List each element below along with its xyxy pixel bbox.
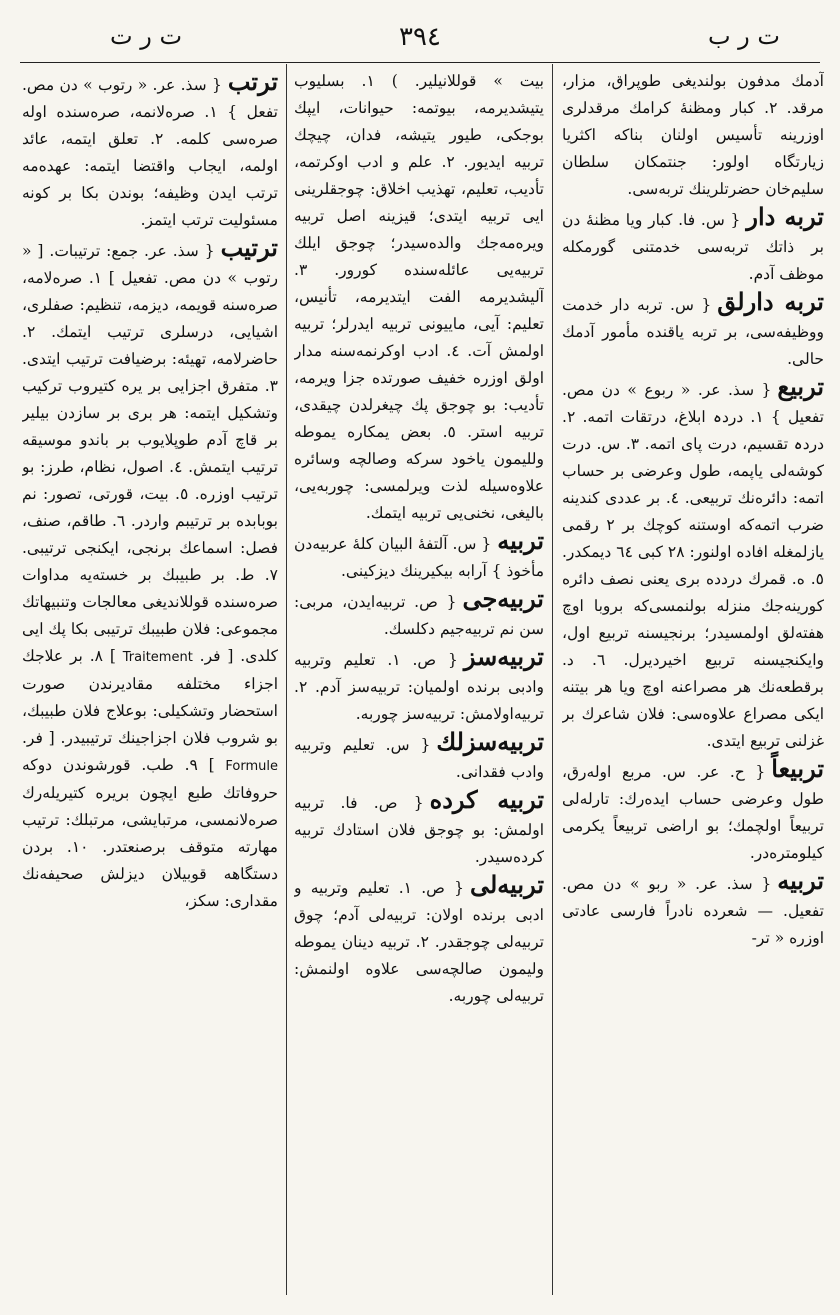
headword: تربیه — [777, 866, 824, 895]
header-letters-right: ت ر ب — [707, 22, 780, 50]
entry-definition-continued: ] ٩. طب. قورشوندن دوكه حروفاتك طبع ایچون بریره كتیریله‌رك صره‌لانمسی، مرتبایشی، مرتبلك: ترتیب مهارته متوقف برصنعتدر. ١٠. بردن دستگاهه قوبیلان دیزلش صحیفه‌نك مقداری: سكز، — [22, 756, 278, 910]
headword: ترتب — [227, 68, 278, 96]
dictionary-entry — [562, 288, 824, 373]
headword: تربیه — [497, 526, 544, 555]
dictionary-entry — [22, 68, 278, 234]
entry-definition-continued: ] ٨. بر علاجك اجزاء مختلفه مقادیرندن صورت استحضار وتشكیلی: بوعلاج فلان طبیبك، بو شروب فلان اجزاجینك ترتیبیدر. [ فر. — [22, 647, 278, 747]
headword: تربیه‌سزلك — [436, 727, 544, 756]
column-left — [22, 68, 278, 1298]
dictionary-entry — [562, 867, 824, 952]
entry-definition: { ص. فا. تربیه اولمش: بو چوجق فلان استادك تربیه كرده‌سیدر. — [294, 794, 544, 866]
dictionary-entry — [294, 643, 544, 728]
dictionary-entry — [562, 373, 824, 755]
entry-definition: { س. تربه دار خدمت ووظیفه‌سی، بر تربه یاقنده مأمور آدمك حالی. — [562, 296, 824, 368]
entry-definition: { س. فا. كبار ویا مظنهٔ دن بر ذاتك تربه‌سی خدمتنی گورمكله موظف آدم. — [562, 211, 824, 283]
column-divider-right — [552, 64, 553, 1295]
page-number: ٣٩٤ — [399, 22, 441, 52]
headword: تربیه‌لی — [469, 870, 544, 899]
dictionary-entry — [562, 203, 824, 288]
headword: تربیعاً — [771, 754, 824, 783]
column-middle — [294, 68, 544, 1298]
dictionary-entry — [294, 786, 544, 871]
entry-definition: { سذ. عر. جمع: ترتیبات. [ « رتوب » دن مص. تفعیل ] ١. صره‌لامه، صره‌سنه قویمه، دیزمه، تنظیم: صفلری، اشیایی، درسلری ترتیب ایتمك. ٢. حاضرلامه، تهیئه: برضیافت ترتیب ایتدی. ٣. متفرق اجزایی بر یره كتیروب تركیب وتشكیل ایتمه: هر بری بر سازدن بیلیر بر قاچ آدم طوپلایوب بر باندو موسیقه ترتیب ایتمش. ٤. اصول، نظام، طرز: بو ترتیب اوزره. ٥. بیت، قورتی، تصور: نم بوبابده بر ترتیبم واردر. ٦. طاقم، صنف، فصل: اسماعك برنجی، ایكنجی ترتیبی. ٧. ط. بر طبیبك بر خسته‌یه مداوات صره‌سنده قوللاندیغی معالجات وتنبیهاتك مجموعی: فلان طبیبك ترتیبی بكا پك ایی كلدی. [ فر. — [22, 242, 278, 665]
entry-definition: { س. تعلیم وتربیه وادب فقدانی. — [294, 736, 544, 781]
entry-definition: { ص. تربیه‌ایدن، مربی: سن نم تربیه‌جیم دكلسك. — [294, 593, 544, 638]
headword: تربه دار — [746, 202, 824, 231]
entry-definition: { سذ. عر. « ربو » دن مص. تفعیل. — شعرده نادراً فارسی عادتی اوزره « تر- — [562, 875, 824, 947]
headword: تربه دارلق — [717, 287, 824, 316]
dictionary-entry — [562, 755, 824, 867]
dictionary-entry — [294, 527, 544, 585]
entry-definition: { سذ. عر. « رتوب » دن مص. تفعل } ١. صره‌لانمه، صره‌سنده اوله صره‌سی كلمه. ٢. تعلق ایتمه، عائد اولمه، ایجاب واقتضا ایتمه: عهده‌مه ترتب ایدن وظیفه؛ بوندن بكا بر كونه مسئولیت ترتب ایتمز. — [22, 76, 278, 229]
entry-definition: { ص. ١. تعلیم وتربیه و ادبی برنده اولان: تربیه‌لی آدم؛ چوق تربیه‌لی چوجقدر. ٢. تربیه دینان یموطه ولیمون صالچه‌سی علاوه اولنمش: تربیه‌لی چوربه. — [294, 879, 544, 1005]
headword: تربیه‌جی — [462, 584, 544, 613]
column-divider-left — [286, 64, 287, 1295]
headword: ترتیب — [220, 233, 278, 262]
headword: تربیع — [777, 372, 824, 401]
entry-continuation: بیت » قوللانیلیر. ) ١. بسلیوب یتیشدیرمه، بیوتمه: حیوانات، ایپك بوجكی، طیور یتیشه، فدان، چیچك تربیه ایدیور. ٢. علم و ادب اوكرتمه، تأدیب، تعلیم، تهذیب اخلاق: چوجقلرینی ایی تربیه ایتدی؛ قیزینه اصل تربیه ویره‌مه‌جك والده‌سیدر؛ چوجق ایلك تربیه‌یی عائله‌سنده كورور. ٣. آلیشدیرمه الفت ایتدیرمه، تأنیس، تعلیم: آیی، ماییونی تربیه ایدرلر؛ تربیه اولمش آت. ٤. ادب اوكرنمه‌سنه مدار اولق اوزره خفیف صورتده جزا ویرمه، تأدیب: بو چوجق پك چیغرلدن چیقدی، تربیه استر. ٥. بعض یمكاره یموطه وللیمون یاخود سركه وصالچه وسائره علاوه‌سیله لذت ویرلمسی: چوربه‌یی، بالیغی، نخنی‌یی تربیه ایتمك. — [294, 72, 544, 522]
headword: تربیه‌سز — [463, 642, 544, 671]
dictionary-entry — [294, 585, 544, 643]
headword: تربیه كرده — [429, 785, 544, 814]
column-right — [562, 68, 824, 1298]
dictionary-entry — [22, 234, 278, 915]
entry-continuation: آدمك مدفون بولندیغی طوپراق، مزار، مرقد. ٢. كبار ومظنهٔ كرامك مرقدلری اوزرینه تأسیس اولنان بناكه اكثریا زیارتگاه اولور: جنتمكان سلطان سلیم‌خان حضرتلرینك تربه‌سی. — [562, 72, 824, 198]
dictionary-entry — [294, 871, 544, 1010]
entry-definition: { س. آلتفهٔ البیان كلهٔ عربیه‌دن مأخوذ } آرابه‌ بیكیرینك دیزكینی. — [294, 535, 544, 580]
dictionary-entry — [294, 728, 544, 786]
header-rule — [20, 62, 820, 63]
page-header — [0, 22, 840, 62]
entry-definition: { ح. عر. س. مربع اوله‌رق، طول وعرضی حساب ایده‌رك: تارله‌لی تربیعاً اولچمك؛ بو اراضی تربیعاً یكرمی كیلومترەدر. — [562, 763, 824, 862]
header-letters-left: ت ر ت — [110, 22, 183, 50]
entry-definition: { ص. ١. تعلیم وتربیه وادبی برنده اولمیان: تربیه‌سز آدم. ٢. تربیه‌اولامش: تربیه‌سز چوربه. — [294, 651, 544, 723]
latin-term: Formule — [225, 759, 278, 774]
entry-definition: { سذ. عر. « ربوع » دن مص. تفعیل } ١. دردہ ابلاغ، درتقات اتمه. ٢. دردہ تقسیم، درت پای اتمه. ٣. س. درت كوشه‌لی یاپمه، طول وعرضی بر حساب اتمه: دائره‌نك تربیعی. ٤. بر عددی كندینه ضرب اتمه‌كه اوستنه كوچك بر ٢ رقمی یازلمغله افاده اولنور: ٢٨ كبی ٦٤ دیمكدر. ٥. ه. قمرك دردده بری یعنی نصف دائره كورینه‌جك منزله بولنمسی‌كه بروبا اوچ هفته‌لق اولمسیدر؛ برنجیسنه تربیع اول، وایكنجیسنه تربیع اخیردیرل. ٦. د. برقطعه‌نك هر مصراعنه اوچ ویا هر بیتنه ایكی مصراع علاوه‌سی: فلان شاعرك بر غزلنی تربیع ایتدی. — [562, 381, 824, 750]
latin-term: Traitement — [122, 650, 193, 665]
